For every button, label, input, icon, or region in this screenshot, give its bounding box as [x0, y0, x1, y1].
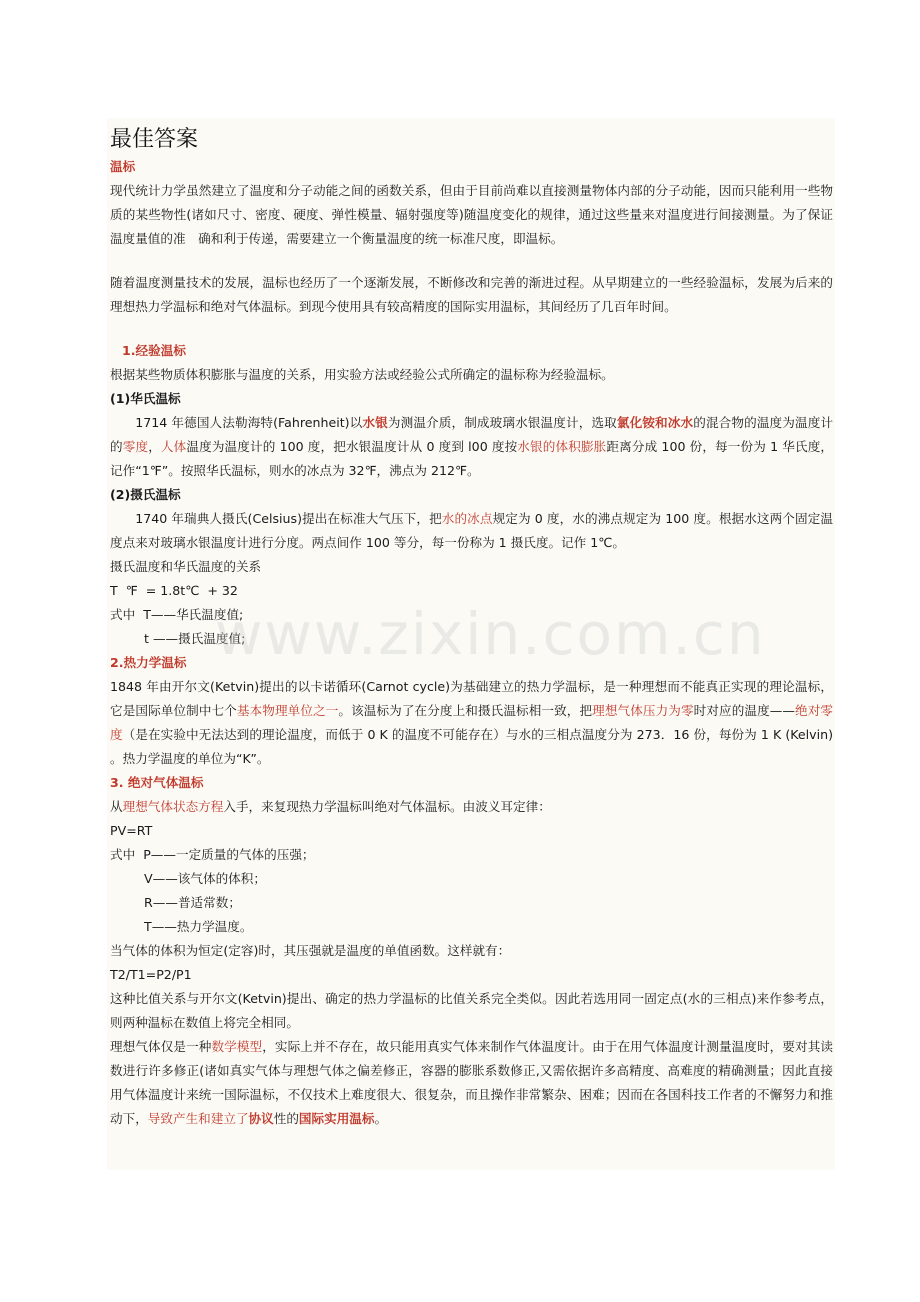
paragraph-history: 随着温度测量技术的发展，温标也经历了一个逐渐发展，不断修改和完善的渐进过程。从早期建立的一些经验温标，发展为后来的理想热力学温标和绝对气体温标。到现今使用具有较高精度的国际实用温标，其间经历了几百年时间。	[110, 275, 833, 314]
section-heading-absolute-gas: 3. 绝对气体温标	[110, 775, 204, 790]
paragraph-empirical-def: 根据某些物质体积膨胀与温度的关系，用实验方法或经验公式所确定的温标称为经验温标。	[110, 367, 614, 382]
paragraph-relation: 摄氏温度和华氏温度的关系	[110, 559, 262, 574]
paragraph-ideal-gas-model: 理想气体仅是一种数学模型，实际上并不存在，故只能用真实气体来制作气体温度计。由于在用气体温度计测量温度时，要对其读数进行许多修正(诸如真实气体与理想气体之偏差修正，容器的膨胀系数修正,又需依据许多高精度、高难度的精确测量；因此直接用气体温度计来统一国际温标，不仅技术上难度很大、很复杂，而且操作非常繁杂、困难；因而在各国科技工作者的不懈努力和推动下，导致产生和建立了协议性的国际实用温标。	[110, 1039, 834, 1126]
paragraph-celsius: 1740 年瑞典人摄氏(Celsius)提出在标准大气压下，把水的冰点规定为 0 度，水的沸点规定为 100 度。根据水这两个固定温度点来对玻璃水银温度计进行分度。两点间作 100 等分，每一份称为 1 摄氏度。记作 1℃。	[110, 511, 833, 550]
paragraph-fahrenheit: 1714 年德国人法勒海特(Fahrenheit)以水银为测温介质，制成玻璃水银温度计，选取氯化铵和冰水的混合物的温度为温度计的零度，人体温度为温度计的 100 度，把水银温度计从 0 度到 l00 度按水银的体积膨胀距离分成 100 份，每一份为 1 华氏度，记作“1℉”。按照华氏温标，则水的冰点为 32℉，沸点为 212℉。	[110, 415, 834, 478]
formula-where-T2: T——热力学温度。	[144, 919, 253, 934]
watermark: www.zixin.com.cn	[215, 600, 766, 668]
formula-where-V: V——该气体的体积；	[144, 871, 266, 886]
paragraph-intro: 现代统计力学虽然建立了温度和分子动能之间的函数关系，但由于目前尚难以直接测量物体内部的分子动能，因而只能利用一些物质的某些物性(诸如尺寸、密度、硬度、弹性模量、辐射强度等)随温度变化的规律，通过这些量来对温度进行间接测量。为了保证温度量值的准 确和利于传递，需要建立一个衡量温度的统一标准尺度，即温标。	[110, 183, 833, 246]
document-page	[107, 118, 835, 1170]
section-heading-thermodynamic: 2.热力学温标	[110, 655, 187, 670]
section-heading-empirical: 1.经验温标	[122, 343, 186, 358]
formula-where-t: t ——摄氏温度值;	[144, 631, 246, 646]
formula-ideal-gas: PV=RT	[110, 823, 153, 838]
paragraph-thermodynamic: 1848 年由开尔文(Ketvin)提出的以卡诺循环(Carnot cycle)为基础建立的热力学温标，是一种理想而不能真正实现的理论温标，它是国际单位制中七个基本物理单位之一。该温标为了在分度上和摄氏温标相一致，把理想气体压力为零时对应的温度——绝对零度（是在实验中无法达到的理论温度，而低于 0 K 的温度不可能存在）与水的三相点温度分为 273．16 份，每份为 1 K (Kelvin) 。热力学温度的单位为“K”。	[110, 679, 833, 766]
page-title: 最佳答案	[110, 127, 199, 152]
formula-where-T: 式中 T——华氏温度值;	[110, 607, 244, 622]
paragraph-ratio: 这种比值关系与开尔文(Ketvin)提出、确定的热力学温标的比值关系完全类似。因此若选用同一固定点(水的三相点)来作参考点，则两种温标在数值上将完全相同。	[110, 991, 833, 1030]
formula-ratio: T2/T1=P2/P1	[110, 967, 192, 982]
formula-conversion: T ℉ = 1.8t℃ + 32	[110, 583, 238, 598]
formula-where-R: R——普适常数；	[144, 895, 241, 910]
paragraph-constant-volume: 当气体的体积为恒定(定容)时，其压强就是温度的单值函数。这样就有：	[110, 943, 511, 958]
formula-where-P: 式中 P——一定质量的气体的压强；	[110, 847, 315, 862]
section-heading-temperature-scale: 温标	[110, 159, 136, 174]
paragraph-absolute-gas: 从理想气体状态方程入手，来复现热力学温标叫绝对气体温标。由波义耳定律：	[110, 799, 551, 814]
subheading-fahrenheit: (1)华氏温标	[110, 391, 181, 406]
subheading-celsius: (2)摄氏温标	[110, 487, 181, 502]
